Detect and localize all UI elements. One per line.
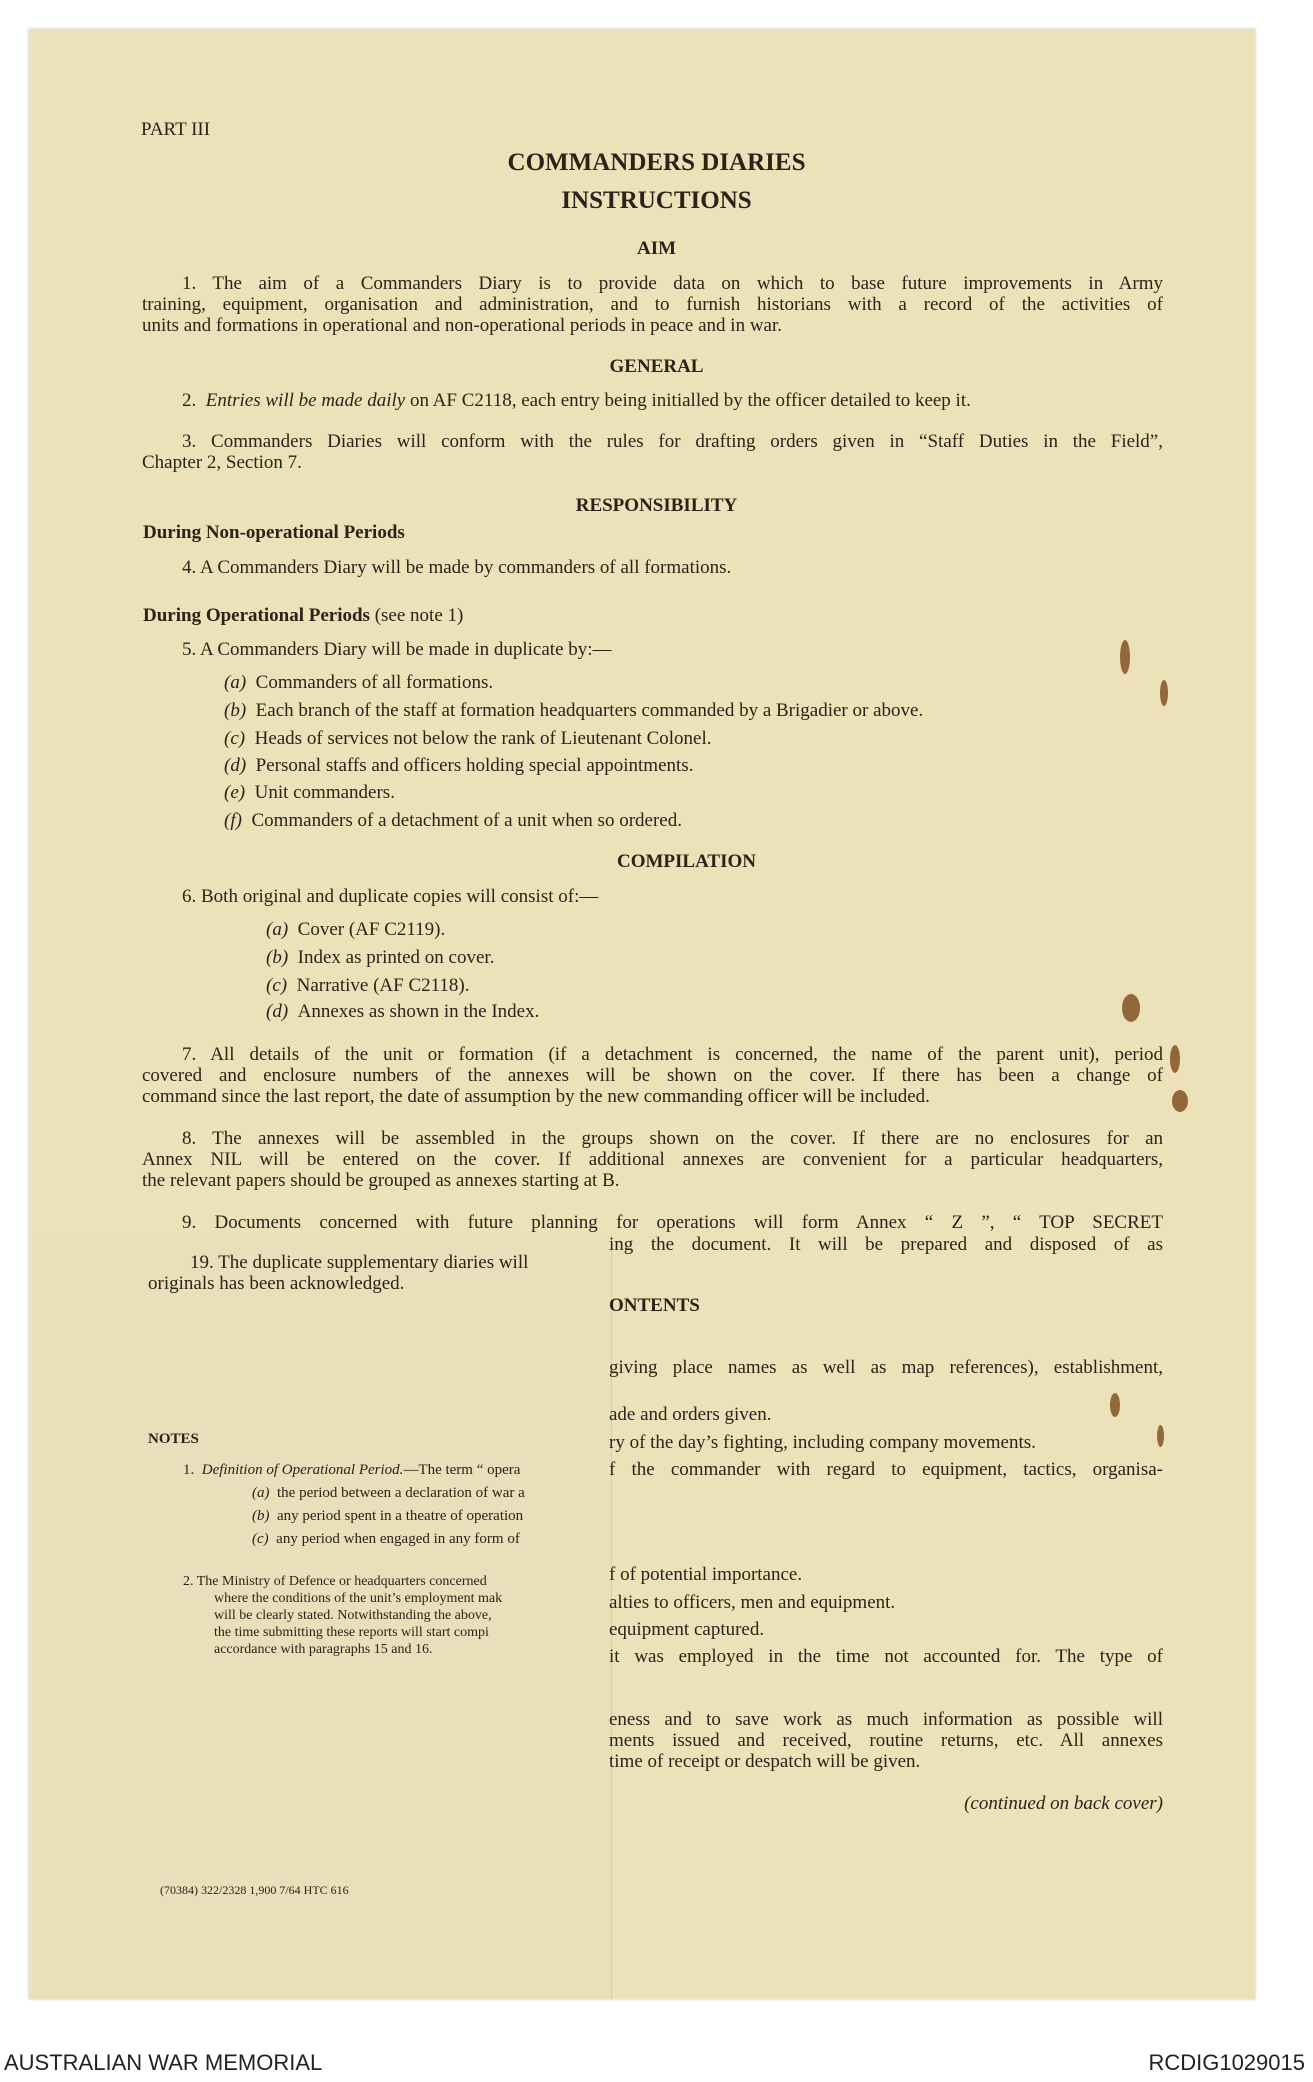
para-1-line: units and formations in operational and non-operational periods in peace and in war. xyxy=(142,315,783,336)
para-2-num: 2. xyxy=(182,390,197,411)
archive-caption: AUSTRALIAN WAR MEMORIAL xyxy=(4,2050,323,2075)
para-7-line: covered and enclosure numbers of the annexes will be shown on the cover. If there has been a change of xyxy=(142,1065,1163,1086)
list-marker: (a) xyxy=(224,672,247,693)
para-9-continued: ing the document. It will be prepared and disposed of as xyxy=(609,1234,1163,1255)
para-8-line: Annex NIL will be entered on the cover. If additional annexes are convenient for a particular headquarters, xyxy=(142,1149,1163,1170)
contents-line: ade and orders given. xyxy=(609,1404,772,1425)
para-6: 6. Both original and duplicate copies will consist of:— xyxy=(182,886,599,907)
part-label: PART III xyxy=(141,119,211,140)
heading-compilation: COMPILATION xyxy=(617,851,756,872)
list-marker: (a) xyxy=(252,1485,270,1501)
list-text: Heads of services not below the rank of Lieutenant Colonel. xyxy=(254,728,712,749)
contents-line: ry of the day’s fighting, including company movements. xyxy=(609,1432,1036,1453)
record-id: RCDIG1029015 xyxy=(1148,2050,1305,2075)
note-item xyxy=(252,1531,520,1548)
list-item xyxy=(224,755,693,776)
heading-notes: NOTES xyxy=(148,1431,199,1447)
list-marker: (b) xyxy=(252,1508,270,1524)
contents-line: time of receipt or despatch will be given. xyxy=(609,1751,921,1772)
document-title: COMMANDERS DIARIES xyxy=(507,149,806,176)
note-2-line: where the conditions of the unit’s employment mak xyxy=(214,1591,503,1606)
list-item xyxy=(224,782,395,803)
list-marker: (d) xyxy=(266,1001,289,1022)
heading-responsibility: RESPONSIBILITY xyxy=(575,495,738,516)
print-code: (70384) 322/2328 1,900 7/64 HTC 616 xyxy=(160,1883,349,1897)
heading-general: GENERAL xyxy=(609,356,704,377)
contents-line: ments issued and received, routine returns, etc. All annexes xyxy=(609,1730,1163,1751)
para-1-line: training, equipment, organisation and administration, and to furnish historians with a record of the activities of xyxy=(142,294,1163,315)
list-text: Cover (AF C2119). xyxy=(297,919,446,940)
contents-line: giving place names as well as map references), establishment, xyxy=(609,1357,1163,1378)
stain-mark xyxy=(1120,640,1130,674)
para-3-line: 3. Commanders Diaries will conform with the rules for drafting orders given in “Staff Duties in the Field”, xyxy=(182,431,1163,452)
document-subtitle: INSTRUCTIONS xyxy=(561,187,752,214)
stain-mark xyxy=(1172,1090,1188,1112)
list-text: Commanders of a detachment of a unit when so ordered. xyxy=(251,810,682,831)
para-19: 19. The duplicate supplementary diaries will xyxy=(190,1252,529,1273)
para-4: 4. A Commanders Diary will be made by commanders of all formations. xyxy=(182,557,732,578)
list-marker: (b) xyxy=(266,947,289,968)
list-item xyxy=(266,975,470,996)
note-2-line: 2. The Ministry of Defence or headquarters concerned xyxy=(183,1574,487,1589)
note-1 xyxy=(183,1462,520,1479)
para-1-line: 1. The aim of a Commanders Diary is to provide data on which to base future improvements in Army xyxy=(182,273,1163,294)
contents-line: f the commander with regard to equipment, tactics, organisa- xyxy=(609,1459,1163,1480)
subheading-note: (see note 1) xyxy=(369,605,464,626)
list-marker: (c) xyxy=(266,975,288,996)
note-item xyxy=(252,1508,523,1525)
para-8-line: the relevant papers should be grouped as annexes starting at B. xyxy=(142,1170,620,1191)
list-marker: (c) xyxy=(224,728,246,749)
list-marker: (e) xyxy=(224,782,246,803)
stain-mark xyxy=(1157,1425,1164,1447)
contents-line: eness and to save work as much information as possible will xyxy=(609,1709,1163,1730)
stain-mark xyxy=(1122,994,1140,1022)
subheading-non-operational: During Non-operational Periods xyxy=(143,522,405,543)
para-7-line: 7. All details of the unit or formation (if a detachment is concerned, the name of the parent unit), period xyxy=(182,1044,1163,1065)
para-9-line: 9. Documents concerned with future planning for operations will form Annex “ Z ”, “ TOP SECRET xyxy=(182,1212,1163,1233)
stain-mark xyxy=(1160,680,1168,706)
list-text: Annexes as shown in the Index. xyxy=(297,1001,540,1022)
heading-aim: AIM xyxy=(636,238,677,259)
list-item xyxy=(266,1001,539,1022)
list-text: Each branch of the staff at formation headquarters commanded by a Brigadier or above. xyxy=(255,700,924,721)
list-text: Narrative (AF C2118). xyxy=(296,975,470,996)
stain-mark xyxy=(1170,1045,1180,1073)
note-2-line: accordance with paragraphs 15 and 16. xyxy=(214,1642,433,1657)
para-2-emphasis: Entries will be made daily xyxy=(205,390,406,411)
note-title: Definition of Operational Period. xyxy=(201,1462,404,1478)
para-8-line: 8. The annexes will be assembled in the groups shown on the cover. If there are no enclosures for an xyxy=(182,1128,1163,1149)
contents-line: equipment captured. xyxy=(609,1619,765,1640)
list-item xyxy=(266,947,494,968)
para-2-text: on AF C2118, each entry being initialled by the officer detailed to keep it. xyxy=(405,390,971,411)
list-text: any period when engaged in any form of xyxy=(276,1531,520,1547)
note-2-line: the time submitting these reports will start compi xyxy=(214,1625,489,1640)
note-text: —The term “ opera xyxy=(403,1462,521,1478)
list-text: Commanders of all formations. xyxy=(255,672,494,693)
note-item xyxy=(252,1485,525,1502)
contents-line: it was employed in the time not accounted for. The type of xyxy=(609,1646,1163,1667)
list-item xyxy=(266,919,445,940)
subheading-operational-label: During Operational Periods xyxy=(143,605,370,626)
note-number: 1. xyxy=(183,1462,195,1478)
para-7-line: command since the last report, the date of assumption by the new commanding officer will be included. xyxy=(142,1086,930,1107)
para-19-line: originals has been acknowledged. xyxy=(148,1273,405,1294)
list-marker: (a) xyxy=(266,919,289,940)
list-text: the period between a declaration of war a xyxy=(277,1485,525,1501)
list-item xyxy=(224,672,493,693)
heading-contents-partial: ONTENTS xyxy=(609,1295,700,1316)
continued-note: (continued on back cover) xyxy=(964,1793,1163,1814)
list-marker: (d) xyxy=(224,755,247,776)
list-marker: (b) xyxy=(224,700,247,721)
note-2-line: will be clearly stated. Notwithstanding the above, xyxy=(214,1608,492,1623)
list-text: any period spent in a theatre of operation xyxy=(277,1508,524,1524)
list-marker: (c) xyxy=(252,1531,269,1547)
para-2 xyxy=(182,390,971,411)
list-text: Personal staffs and officers holding special appointments. xyxy=(255,755,694,776)
list-item xyxy=(224,728,712,749)
para-5: 5. A Commanders Diary will be made in duplicate by:— xyxy=(182,639,612,660)
contents-line: alties to officers, men and equipment. xyxy=(609,1592,896,1613)
list-item xyxy=(224,810,682,831)
contents-line: f of potential importance. xyxy=(609,1564,803,1585)
subheading-operational xyxy=(143,605,463,626)
stain-mark xyxy=(1110,1393,1120,1417)
list-item xyxy=(224,700,923,721)
para-3-line: Chapter 2, Section 7. xyxy=(142,452,302,473)
list-text: Index as printed on cover. xyxy=(297,947,495,968)
list-marker: (f) xyxy=(224,810,242,831)
list-text: Unit commanders. xyxy=(254,782,395,803)
